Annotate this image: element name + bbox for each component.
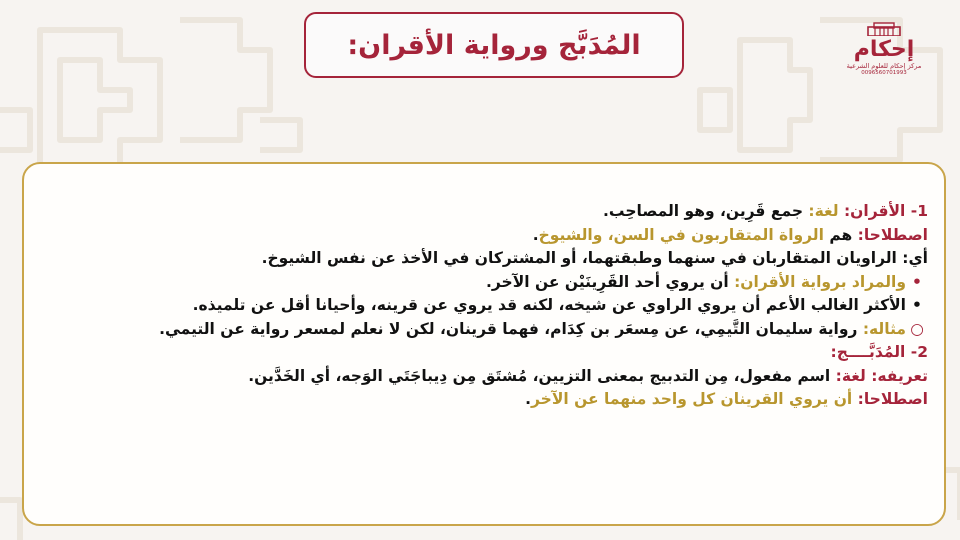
line-akthar (28, 294, 928, 318)
aqran-heading: 1- الأقران: (843, 202, 928, 220)
line-tarifuh (28, 365, 928, 389)
bullet-icon: • (912, 272, 922, 291)
aqran-lugha-text: جمع قَرِين، وهو المصاحِب. (603, 202, 809, 220)
istilah-highlight: الرواة المتقاربون في السن، والشيوخ (538, 225, 824, 244)
explanation-text: أي: الراويان المتقاربان في سنهما وطبقتهما، أو المشتركان في الأخذ عن نفس الشيوخ. (261, 249, 928, 267)
bullet-icon: • (912, 296, 922, 314)
circle-bullet-icon: ○ (910, 319, 924, 338)
page-title: المُدَبَّج ورواية الأقران: (347, 29, 641, 61)
lugha-label: لغة: (808, 202, 844, 220)
istilah-label: اصطلاحا: (857, 225, 928, 244)
istilah2-end: . (525, 390, 531, 408)
istilah2-highlight: أن يروي القرينان كل واحد منهما عن الآخر (531, 390, 858, 408)
akthar-text: الأكثر الغالب الأعم أن يروي الراوي عن شيخه، لكنه قد يروي عن قرينه، وأحيانا أقل عن تلميذه. (192, 296, 906, 314)
line-aqran-heading (28, 200, 928, 224)
logo-building-icon (866, 22, 902, 36)
tarifuh-text: اسم مفعول، مِن التدبيج بمعنى التزيين، مُشتَق مِن دِيباجَتَي الوَجه، أي الخَدَّين. (248, 366, 836, 385)
line-mudabbaj-istilah (28, 388, 928, 412)
logo-subtitle: مركز إحكام للعلوم الشرعية (846, 62, 922, 70)
istilah-end: . (532, 225, 539, 244)
title-box (304, 12, 684, 78)
mithal-text: رواية سليمان التَّيمِي، عن مِسعَر بن كِدَام، فهما قرينان، لكن لا نعلم لمسعر رواية عن التيمي. (159, 319, 863, 338)
murad-label: والمراد برواية الأقران: (734, 272, 906, 291)
line-mithal (28, 318, 928, 342)
tarifuh-label: تعريفه: لغة: (835, 366, 928, 385)
murad-text: أن يروي أحد القَرِينَيْن عن الآخر. (486, 272, 735, 291)
line-mudabbaj-heading (28, 341, 928, 365)
content-panel (22, 162, 946, 526)
line-explanation (28, 247, 928, 271)
logo-number: 0096560701993 (861, 70, 907, 76)
logo (842, 22, 926, 94)
line-aqran-istilah (28, 224, 928, 248)
line-murad (28, 271, 928, 295)
logo-name: إحكام (853, 37, 915, 62)
mithal-label: مثاله: (862, 319, 906, 338)
istilah-text: هم (823, 225, 858, 244)
istilah2-label: اصطلاحا: (857, 390, 928, 408)
content-text (28, 200, 928, 412)
mudabbaj-heading: 2- المُدَبَّــــج: (830, 343, 928, 361)
